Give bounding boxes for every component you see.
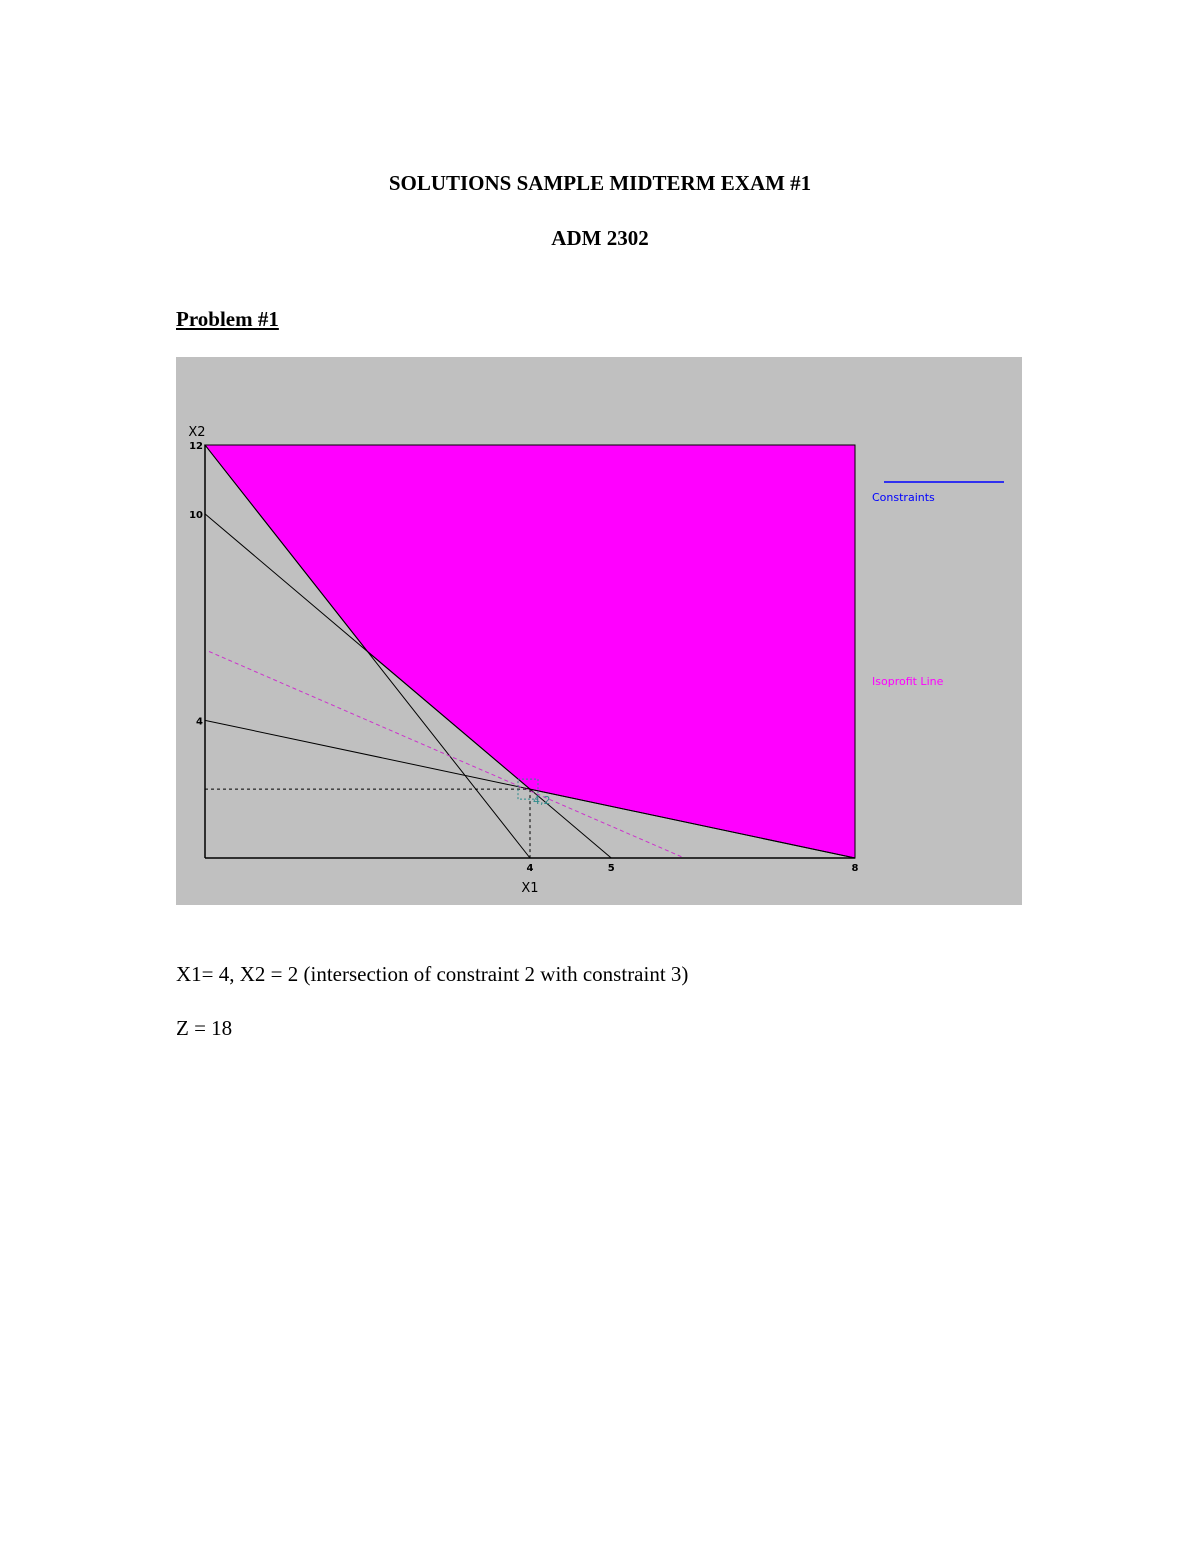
lp-graph-figure: [176, 357, 1022, 905]
y-tick-label: 4: [196, 716, 203, 728]
problem-heading: Problem #1: [176, 307, 279, 331]
lp-chart: [176, 357, 1022, 905]
optimal-point-label: 4,2: [533, 794, 551, 808]
document-title: SOLUTIONS SAMPLE MIDTERM EXAM #1: [388, 171, 812, 195]
y-axis-label: X2: [188, 425, 206, 440]
legend-constraints: Constraints: [872, 491, 935, 504]
legend-isoprofit: Isoprofit Line: [872, 675, 944, 688]
y-tick-label: 12: [189, 441, 203, 452]
x-axis-label: X1: [521, 881, 539, 896]
objective-value: Z = 18: [176, 1016, 233, 1040]
solution-statement: X1= 4, X2 = 2 (intersection of constraint 2 with constraint 3): [176, 962, 689, 986]
x-tick-label: 5: [607, 863, 615, 874]
course-code: ADM 2302: [551, 226, 649, 250]
x-tick-label: 4: [526, 863, 534, 874]
x-tick-label: 8: [851, 863, 859, 874]
y-tick-label: 10: [189, 509, 203, 521]
